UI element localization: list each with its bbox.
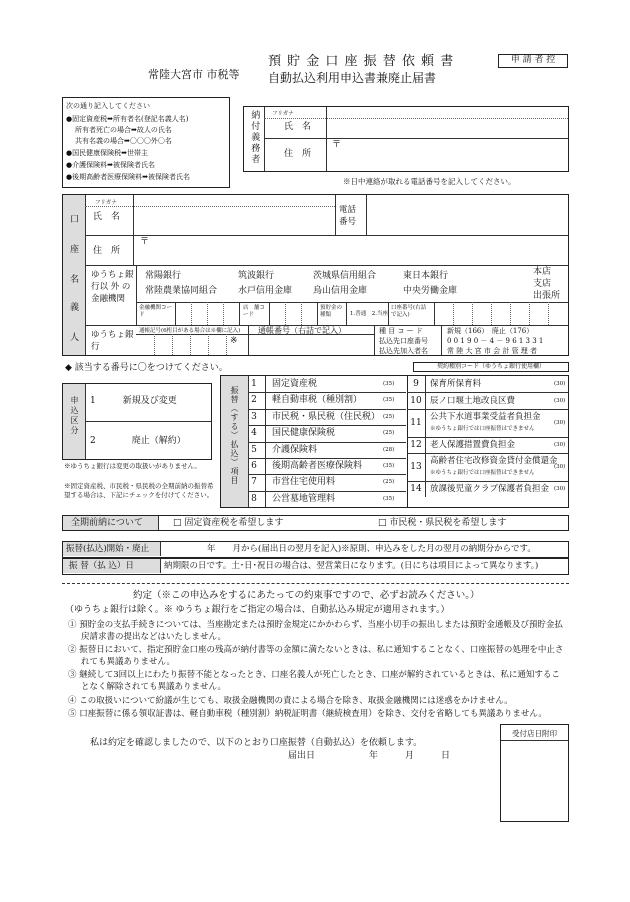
payer-name-label: 氏 名 — [284, 122, 312, 132]
item-label[interactable]: 公営墓地管理料 — [272, 493, 336, 504]
app-option-cancel[interactable]: 2 廃止（解約） — [90, 436, 186, 446]
account-side-char: 人 — [70, 333, 80, 343]
guide-line: 共有名義の場合➡〇〇〇外〇名 — [75, 137, 172, 145]
yucho-number-label: 通帳番号（右詰で記入） — [258, 326, 346, 335]
item-code: (28) — [383, 446, 395, 453]
item-number-divider — [265, 425, 266, 441]
item-number-divider — [425, 409, 426, 437]
item-code: (30) — [554, 397, 566, 404]
agreement-confirm: 私は約定を確認しましたので、以下のとおり口座振替（自動払込）を依頼します。 — [90, 738, 423, 748]
item-label[interactable]: 公共下水道事業受益者負担金 — [430, 411, 541, 422]
item-divider — [248, 392, 406, 393]
yucho-symbol-label: 通帳記号(6桁目がある場合は※欄に記入) — [139, 328, 241, 334]
app-type-side-label: 申込区分 — [70, 396, 79, 436]
agreement-item: ② 振替日において、指定預貯金口座の残高が納付書等の金額に満たないときは、私に通知することなく、口座振替の処理を中止されても異議ありません。 — [68, 645, 564, 667]
agreement-item: ④ この取扱いについて紛議が生じても、取扱金融機関の責による場合を除き、取扱金融機関には迷惑をかけません。 — [68, 696, 513, 706]
account-phone-label: 電話番号 — [339, 205, 357, 227]
account-address-field[interactable] — [153, 237, 566, 263]
start-label: 振替(払込)開始・廃止 — [66, 544, 150, 554]
app-note-2: ※固定資産税、市民税・県民税の全期前納の振替希望する場合は、下記にチェックを付けてください。 — [64, 482, 214, 499]
account-name-label: 氏 名 — [93, 212, 121, 222]
payer-address-field[interactable] — [344, 141, 566, 169]
item-number[interactable]: 2 — [251, 395, 257, 406]
agreement-intro: （ゆうちょ銀行は除く。※ ゆうちょ銀行をご指定の場合は、自動払込み規定が適用されます。） — [65, 605, 450, 615]
agreement-item: ③ 継続して3回以上にわたり振替不能となったとき、口座名義人が死亡したとき、口座が解約されているときは、私に通知することなく解除されても異議ありません。 — [68, 670, 560, 692]
items-side-label: 振替（する）払込）項目 — [230, 386, 239, 485]
prepay-label: 全期前納について — [71, 518, 143, 528]
payer-address-label: 住 所 — [284, 149, 312, 159]
item-label[interactable]: 介護保険料 — [272, 444, 318, 455]
item-number[interactable]: 13 — [410, 461, 422, 472]
item-number-divider — [425, 453, 426, 481]
bank-option[interactable]: 東日本銀行 — [403, 271, 449, 281]
account-box — [62, 194, 569, 356]
item-divider — [407, 392, 568, 393]
deposit-type-options[interactable]: 1.普通 2.当座 — [350, 311, 388, 317]
guide-line: ●固定資産税➡所有者名(登記名義人名) — [66, 115, 189, 123]
guide-box — [62, 97, 230, 188]
kind-code-value: 新規（166） 廃止（176） — [447, 327, 534, 335]
item-number[interactable]: 6 — [251, 460, 257, 471]
item-code: (25) — [383, 413, 395, 420]
item-number-divider — [425, 481, 426, 497]
mark-note: ◆ 該当する番号に〇をつけてください。 — [65, 363, 228, 373]
item-code: (30) — [554, 485, 566, 492]
account-phone-field[interactable] — [368, 197, 566, 233]
item-number-divider — [265, 474, 266, 490]
account-side-char: 名 — [70, 275, 80, 285]
item-number[interactable]: 4 — [251, 428, 257, 439]
item-number-divider — [265, 458, 266, 474]
item-divider — [248, 474, 406, 475]
start-row — [62, 541, 569, 558]
item-label[interactable]: 軽自動車税（種別割） — [272, 395, 363, 406]
agreement-item: ⑤ 口座振替に係る領収証書は、軽自動車税（種別割）納税証明書（継続検査用）を除き、交付を省略しても異議ありません。 — [68, 709, 547, 719]
payer-side-label: 納付義務者 — [249, 110, 260, 165]
dest-name-value: 常 陸 大 宮 市 会 計 管 理 者 — [447, 347, 538, 355]
kind-code-label: 種 目 コ ー ド — [379, 327, 423, 335]
item-divider — [248, 458, 406, 459]
item-number-divider — [265, 409, 266, 425]
other-bank-label: ゆうちょ銀 行以 外 の金融機関 — [91, 270, 151, 304]
item-number-divider — [265, 376, 266, 392]
item-label[interactable]: 市営住宅使用料 — [272, 477, 336, 488]
start-text: 年 月から(届出日の翌月を記入)※原則、申込みをした月の翌月の納期分からです。 — [207, 544, 536, 554]
item-number[interactable]: 11 — [410, 417, 422, 428]
item-number-divider — [265, 392, 266, 408]
app-type-box — [62, 383, 212, 460]
item-number-divider — [425, 376, 426, 392]
item-divider — [248, 425, 406, 426]
guide-line: ●後期高齢者医療保険料➡被保険者氏名 — [66, 173, 190, 181]
item-label[interactable]: 高齢者住宅改修資金貸付金償還金 — [430, 455, 558, 466]
account-side-char: 義 — [70, 303, 80, 313]
item-number[interactable]: 7 — [251, 477, 257, 488]
item-number-divider — [265, 491, 266, 507]
app-note-1: ※ゆうちょ銀行は変更の取扱いがありません。 — [64, 462, 201, 470]
date-text: 納期限の日です。土･日･祝日の場合は、翌営業日になります。(日にちは項目によって異なります。) — [164, 561, 539, 571]
item-number-divider — [265, 442, 266, 458]
item-number[interactable]: 12 — [410, 439, 422, 450]
item-code: (25) — [383, 479, 395, 486]
bank-option[interactable]: 筑波銀行 — [238, 271, 275, 281]
contract-code-label: 契約種別コード（ゆうちょ銀行使用欄） — [413, 362, 569, 372]
item-code: (35) — [383, 495, 395, 502]
dest-name-label: 払込先加入者名 — [379, 347, 428, 355]
bank-option[interactable]: 常陽銀行 — [145, 271, 182, 281]
item-divider — [248, 491, 406, 492]
account-side-char: 座 — [70, 245, 80, 255]
item-label[interactable]: 辰ノ口堰土地改良区費 — [430, 395, 516, 406]
account-side-char: 口 — [70, 215, 80, 225]
payer-name-field[interactable] — [328, 119, 566, 137]
item-divider — [407, 453, 568, 454]
item-number[interactable]: 8 — [251, 493, 257, 504]
item-code: (25) — [383, 430, 395, 437]
item-label[interactable]: 国民健康保険税 — [272, 428, 336, 439]
submission-date-line[interactable]: 届出日 年 月 日 — [288, 751, 451, 761]
item-code: (30) — [554, 441, 566, 448]
payer-note: ※日中連絡が取れる電話番号を記入してください。 — [343, 177, 516, 186]
item-number[interactable]: 14 — [410, 483, 422, 494]
item-number[interactable]: 10 — [410, 395, 422, 406]
bank-code-label: 金融機関コード — [139, 305, 173, 318]
prepay-row — [62, 515, 569, 531]
item-code: (30) — [554, 419, 566, 426]
city-label: 常陸大宮市 市税等 — [148, 68, 240, 81]
branch-type-option[interactable]: 本店 — [533, 267, 552, 277]
form-subtitle: 自動払込利用申込書兼廃止届書 — [268, 71, 437, 85]
item-divider — [407, 409, 568, 410]
date-label: 振 替（払 込）日 — [69, 561, 134, 571]
item-code: (30) — [554, 463, 566, 470]
yucho-label: ゆうちょ銀 行 — [91, 330, 151, 352]
account-address-label: 住 所 — [93, 246, 121, 256]
copy-label: 申 請 者 控 — [498, 54, 568, 68]
prepay-resident-tax-checkbox[interactable]: □ 市民税・県民税を希望します — [378, 518, 507, 528]
branch-code-label: 店 舗コード — [243, 305, 266, 318]
bank-option[interactable]: 水戸信用金庫 — [238, 286, 293, 296]
item-divider — [248, 409, 406, 410]
bank-option[interactable]: 茨城県信用組合 — [313, 271, 377, 281]
item-code: (35) — [383, 381, 395, 387]
item-label[interactable]: 老人保護措置費負担金 — [430, 439, 516, 450]
account-name-field[interactable] — [135, 208, 333, 233]
item-number-divider — [425, 392, 426, 408]
item-label[interactable]: 固定資産税 — [272, 379, 318, 389]
account-postal-mark: 〒 — [140, 237, 150, 247]
item-subnote: ※ゆうちょ銀行では口座振替はできません — [430, 425, 535, 432]
agreement-title: 約定（※この申込みをするにあたっての約束事ですので、必ずお読みください。） — [133, 590, 480, 601]
yucho-asterisk-mark: ※ — [230, 336, 238, 346]
item-label[interactable]: 市民税・県民税（住民税） — [272, 411, 381, 422]
deposit-type-label: 預貯金の種類 — [320, 305, 343, 318]
branch-type-option[interactable]: 支店 — [533, 279, 552, 289]
dest-account-value: 0 0 1 9 0 － 4 － 9 6 1 3 3 1 — [447, 337, 544, 345]
item-number-divider — [425, 437, 426, 453]
item-divider — [407, 481, 568, 482]
item-number[interactable]: 1 — [251, 379, 257, 389]
item-divider — [248, 442, 406, 443]
guide-line: 所有者死亡の場合➡故人の氏名 — [75, 126, 172, 134]
agreement-item: ① 預貯金の支払手続きについては、当座勘定または預貯金規定にかかわらず、当座小切手の振出しまたは預貯金通帳及び預貯金払戻請求書の提出などはいたしません。 — [68, 620, 563, 642]
item-label[interactable]: 保育所保育料 — [430, 379, 482, 390]
dest-account-label: 払込先口座番号 — [379, 337, 428, 345]
branch-type-option[interactable]: 出張所 — [533, 291, 561, 301]
item-label[interactable]: 放課後児童クラブ保護者負担金 — [430, 483, 550, 494]
payer-postal-mark: 〒 — [332, 140, 342, 150]
item-subnote: ※ゆうちょ銀行では口座振替はできません — [430, 469, 535, 476]
bank-option[interactable]: 烏山信用金庫 — [313, 286, 368, 296]
account-number-label: 口座番号(右詰で記入) — [391, 305, 427, 318]
receipt-stamp-label: 受付店日附印 — [512, 729, 557, 738]
item-code: (35) — [383, 462, 395, 469]
guide-title: 次の通り記入してください — [66, 102, 150, 110]
item-number[interactable]: 3 — [251, 411, 257, 422]
payer-furigana-label: フリガナ — [272, 111, 294, 117]
guide-line: ●介護保険料➡被保険者氏名 — [66, 161, 155, 169]
item-number[interactable]: 9 — [413, 379, 419, 390]
guide-line: ●国民健康保険税➡世帯主 — [66, 149, 148, 157]
bank-option[interactable]: 中央労働金庫 — [403, 286, 458, 296]
account-furigana-label: フリガナ — [95, 200, 117, 206]
item-label[interactable]: 後期高齢者医療保険料 — [272, 460, 363, 471]
prepay-property-tax-checkbox[interactable]: □ 固定資産税を希望します — [173, 518, 284, 528]
form-title: 預 貯 金 口 座 振 替 依 頼 書 — [268, 54, 455, 69]
item-divider — [407, 437, 568, 438]
receipt-stamp-box — [500, 724, 569, 822]
item-code: (35) — [383, 397, 395, 404]
date-row — [62, 558, 569, 575]
item-number[interactable]: 5 — [251, 444, 257, 455]
item-code: (30) — [554, 381, 566, 388]
app-option-new[interactable]: 1 新規及び変更 — [90, 396, 177, 406]
bank-option[interactable]: 常陸農業協同組合 — [145, 286, 218, 296]
payer-box — [243, 106, 569, 172]
